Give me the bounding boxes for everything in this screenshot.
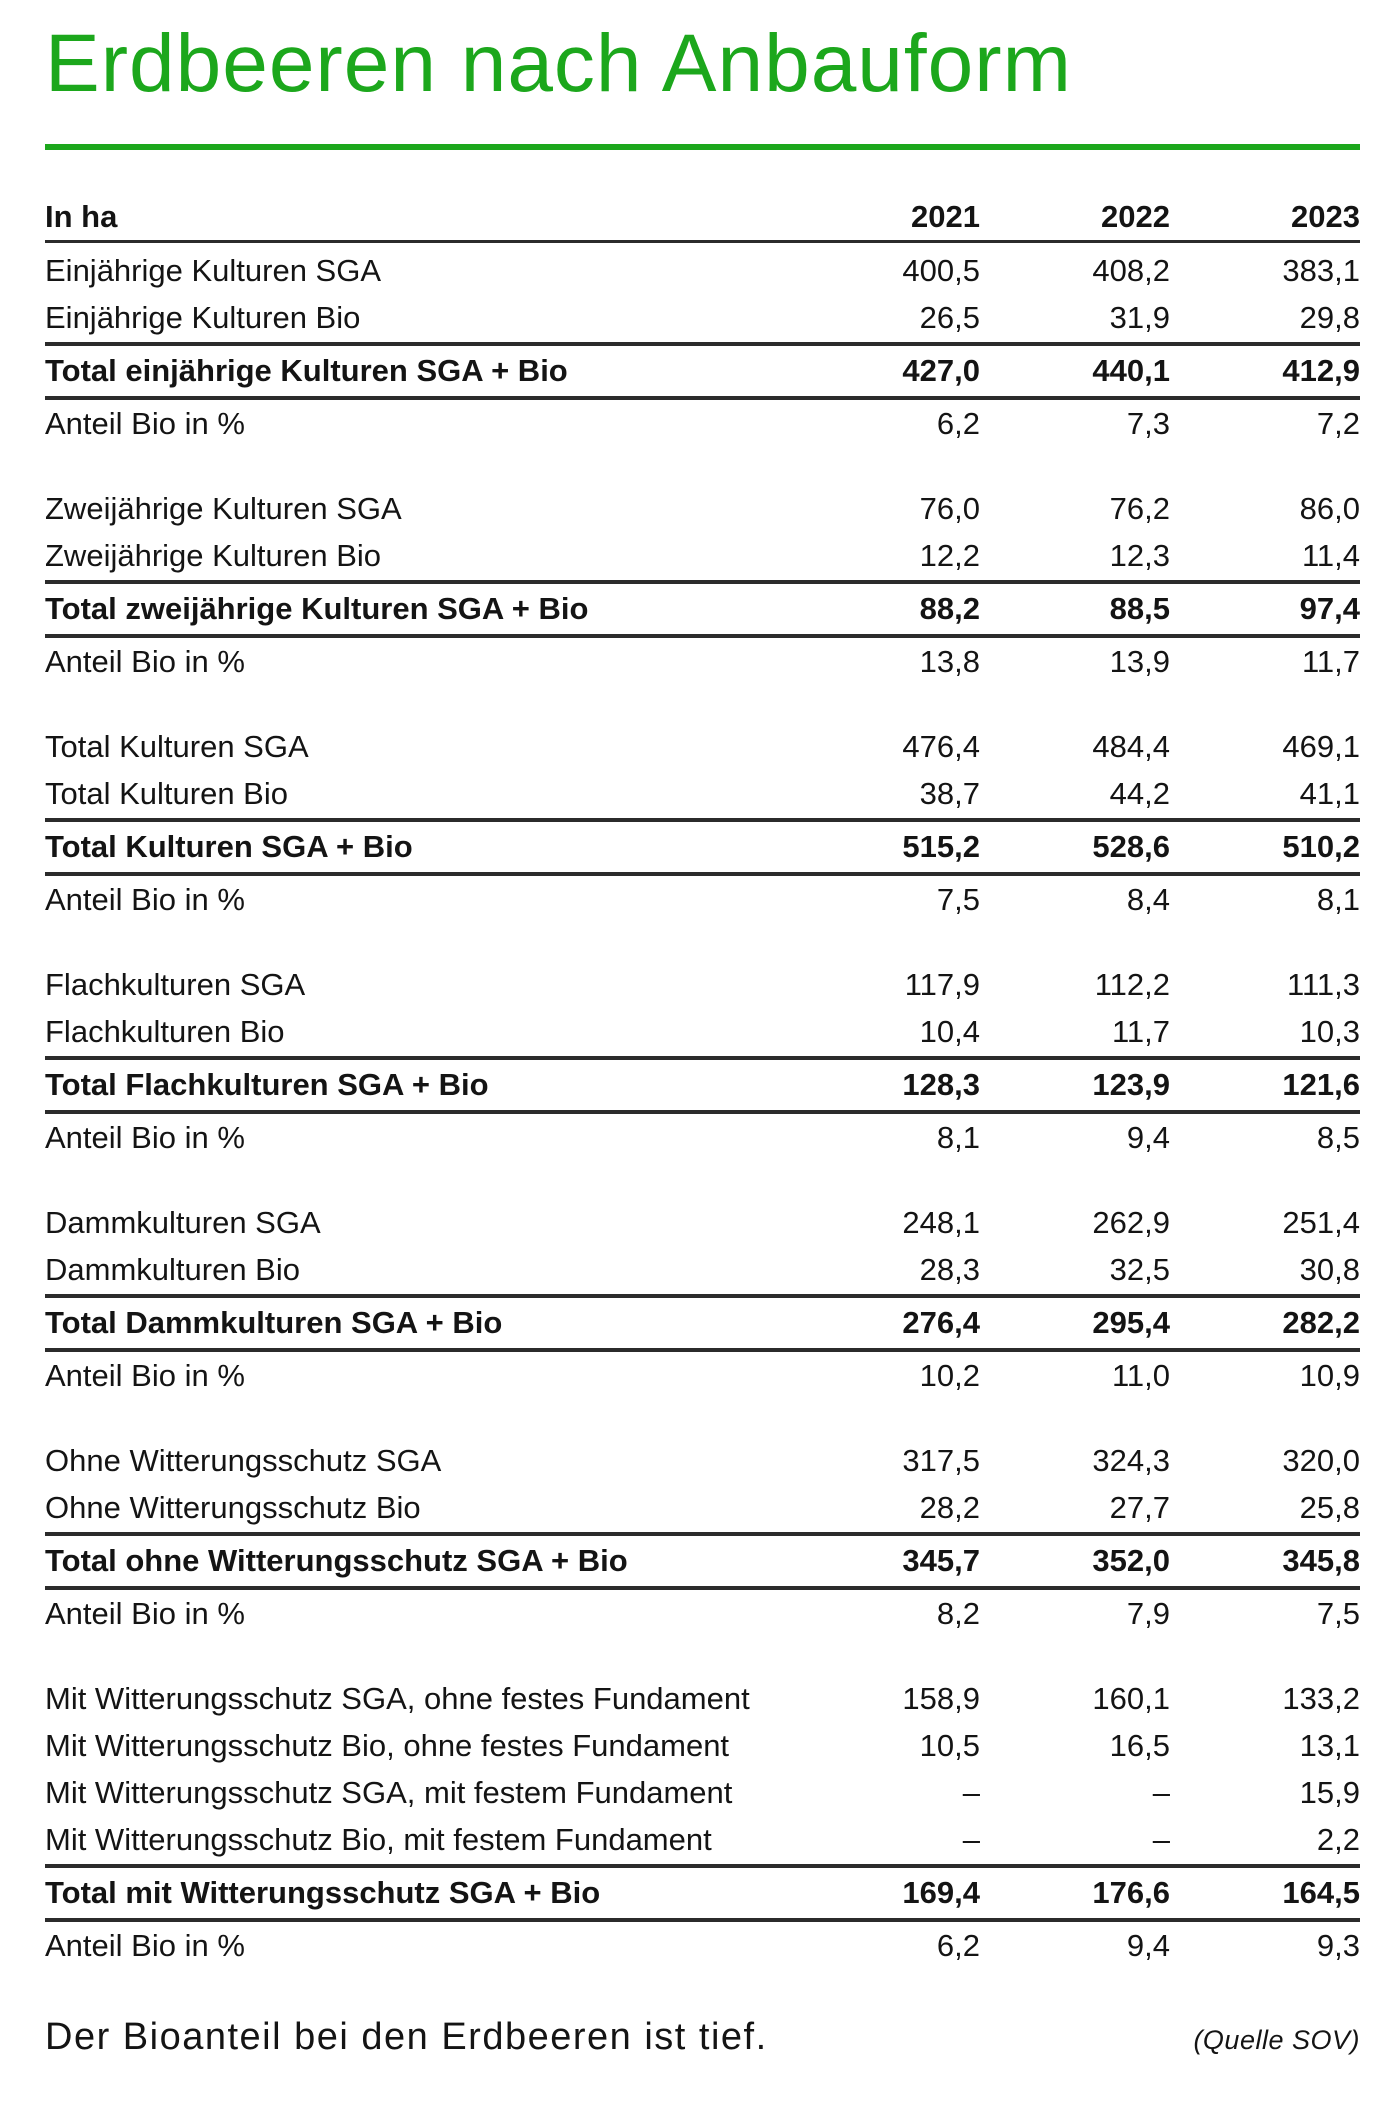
value-2021: 345,7	[902, 1542, 980, 1578]
value-2022: 295,4	[1092, 1304, 1170, 1340]
row-label: Dammkulturen Bio	[45, 1252, 300, 1288]
row-label: Total Dammkulturen SGA + Bio	[45, 1304, 503, 1340]
table-row	[45, 1868, 1360, 1918]
value-2021: 12,2	[919, 538, 980, 574]
row-label: Mit Witterungsschutz SGA, mit festem Fundament	[45, 1775, 733, 1811]
row-label: Mit Witterungsschutz Bio, ohne festes Fundament	[45, 1728, 730, 1764]
table-row	[45, 584, 1360, 634]
value-2023: 510,2	[1282, 828, 1360, 864]
value-2023: 13,1	[1299, 1728, 1360, 1764]
value-2021: 8,2	[936, 1595, 980, 1631]
value-2021: 8,1	[936, 1119, 980, 1155]
table-section	[45, 248, 1360, 448]
value-2022: 44,2	[1109, 776, 1170, 812]
value-2022: 11,7	[1111, 1014, 1170, 1050]
value-2023: 9,3	[1316, 1927, 1360, 1963]
row-label: Einjährige Kulturen SGA	[45, 253, 382, 289]
row-label: Anteil Bio in %	[45, 1357, 245, 1393]
row-label: Total Flachkulturen SGA + Bio	[45, 1066, 489, 1102]
table-row	[45, 771, 1360, 818]
row-label: Mit Witterungsschutz Bio, mit festem Fundament	[45, 1822, 712, 1858]
value-2021: 10,5	[919, 1728, 980, 1764]
value-2021: 6,2	[936, 405, 980, 441]
table-row	[45, 1438, 1360, 1485]
row-label: Anteil Bio in %	[45, 1595, 245, 1631]
table-row	[45, 1590, 1360, 1638]
row-label: Anteil Bio in %	[45, 1927, 245, 1963]
value-2022: 32,5	[1109, 1252, 1170, 1288]
value-2022: –	[1152, 1775, 1170, 1811]
source-note: (Quelle SOV)	[1193, 2024, 1360, 2055]
value-2021: 38,7	[919, 776, 980, 812]
value-2023: 412,9	[1282, 352, 1360, 388]
footnote: Der Bioanteil bei den Erdbeeren ist tief.	[45, 2015, 768, 2058]
value-2021: 427,0	[902, 352, 980, 388]
title-divider	[45, 144, 1360, 150]
table-row	[45, 1676, 1360, 1723]
value-2023: 15,9	[1299, 1775, 1360, 1811]
row-label: Zweijährige Kulturen SGA	[45, 491, 402, 527]
value-2021: 158,9	[902, 1681, 980, 1717]
unit-label: In ha	[45, 198, 118, 234]
table-section	[45, 962, 1360, 1162]
value-2022: 324,3	[1092, 1443, 1170, 1479]
table-row	[45, 248, 1360, 295]
row-label: Einjährige Kulturen Bio	[45, 300, 361, 336]
value-2023: 10,3	[1299, 1014, 1360, 1050]
table-section	[45, 724, 1360, 924]
value-2021: 515,2	[902, 828, 980, 864]
value-2022: 31,9	[1109, 300, 1170, 336]
value-2022: 9,4	[1126, 1927, 1170, 1963]
value-2021: 248,1	[902, 1205, 980, 1241]
value-2022: 262,9	[1092, 1205, 1170, 1241]
value-2022: 176,6	[1092, 1874, 1170, 1910]
value-2022: 440,1	[1092, 352, 1170, 388]
value-2021: 26,5	[919, 300, 980, 336]
value-2022: 12,3	[1109, 538, 1170, 574]
row-label: Flachkulturen Bio	[45, 1014, 285, 1050]
value-2021: 6,2	[936, 1927, 980, 1963]
value-2023: 11,7	[1301, 643, 1360, 679]
value-2023: 8,5	[1316, 1119, 1360, 1155]
table-row	[45, 1352, 1360, 1400]
row-label: Anteil Bio in %	[45, 881, 245, 917]
value-2022: 13,9	[1109, 643, 1170, 679]
value-2022: 7,9	[1126, 1595, 1170, 1631]
value-2021: 169,4	[902, 1874, 980, 1910]
year-header-2022: 2022	[1101, 198, 1170, 234]
row-label: Total ohne Witterungsschutz SGA + Bio	[45, 1542, 628, 1578]
value-2023: 251,4	[1282, 1205, 1360, 1241]
table-row	[45, 1485, 1360, 1532]
value-2022: –	[1152, 1822, 1170, 1858]
value-2023: 345,8	[1282, 1542, 1360, 1578]
table-row	[45, 962, 1360, 1009]
value-2023: 121,6	[1282, 1066, 1360, 1102]
value-2023: 383,1	[1282, 253, 1360, 289]
value-2022: 8,4	[1126, 881, 1170, 917]
value-2022: 484,4	[1092, 729, 1170, 765]
value-2022: 27,7	[1109, 1490, 1170, 1526]
header-divider	[45, 240, 1360, 243]
table-row	[45, 295, 1360, 342]
value-2023: 320,0	[1282, 1443, 1360, 1479]
value-2021: 317,5	[902, 1443, 980, 1479]
value-2021: 28,3	[919, 1252, 980, 1288]
table-row	[45, 1114, 1360, 1162]
value-2023: 30,8	[1299, 1252, 1360, 1288]
value-2022: 76,2	[1109, 491, 1170, 527]
value-2023: 25,8	[1299, 1490, 1360, 1526]
table-row	[45, 1009, 1360, 1056]
value-2021: 476,4	[902, 729, 980, 765]
value-2023: 10,9	[1299, 1357, 1360, 1393]
table-row	[45, 1922, 1360, 1970]
value-2023: 164,5	[1282, 1874, 1360, 1910]
value-2021: 13,8	[919, 643, 980, 679]
table-section	[45, 486, 1360, 686]
value-2022: 16,5	[1109, 1728, 1170, 1764]
table-row	[45, 1723, 1360, 1770]
table-body	[45, 248, 1360, 1970]
table-row	[45, 1817, 1360, 1864]
value-2023: 8,1	[1316, 881, 1360, 917]
row-label: Ohne Witterungsschutz Bio	[45, 1490, 421, 1526]
value-2022: 528,6	[1092, 828, 1170, 864]
table-row	[45, 822, 1360, 872]
value-2021: 28,2	[919, 1490, 980, 1526]
table-row	[45, 1770, 1360, 1817]
value-2022: 11,0	[1111, 1357, 1170, 1393]
table-row	[45, 533, 1360, 580]
value-2023: 7,5	[1316, 1595, 1360, 1631]
row-label: Anteil Bio in %	[45, 1119, 245, 1155]
table-row	[45, 400, 1360, 448]
table-row	[45, 876, 1360, 924]
year-header-2023: 2023	[1291, 198, 1360, 234]
row-label: Total zweijährige Kulturen SGA + Bio	[45, 590, 589, 626]
value-2021: 7,5	[936, 881, 980, 917]
row-label: Total Kulturen SGA	[45, 729, 309, 765]
page-title: Erdbeeren nach Anbauform	[45, 18, 1072, 109]
value-2023: 29,8	[1299, 300, 1360, 336]
row-label: Zweijährige Kulturen Bio	[45, 538, 382, 574]
row-label: Total mit Witterungsschutz SGA + Bio	[45, 1874, 601, 1910]
value-2023: 2,2	[1316, 1822, 1360, 1858]
value-2023: 282,2	[1282, 1304, 1360, 1340]
table-row	[45, 1536, 1360, 1586]
value-2023: 11,4	[1301, 538, 1360, 574]
value-2021: 400,5	[902, 253, 980, 289]
row-label: Total Kulturen Bio	[45, 776, 288, 812]
table-row	[45, 1298, 1360, 1348]
row-label: Anteil Bio in %	[45, 643, 245, 679]
value-2023: 469,1	[1282, 729, 1360, 765]
table-row	[45, 346, 1360, 396]
table-section	[45, 1438, 1360, 1638]
value-2022: 88,5	[1109, 590, 1170, 626]
row-label: Ohne Witterungsschutz SGA	[45, 1443, 442, 1479]
row-label: Flachkulturen SGA	[45, 967, 306, 1003]
value-2021: 128,3	[902, 1066, 980, 1102]
table-header-row	[45, 194, 1360, 240]
value-2022: 160,1	[1092, 1681, 1170, 1717]
value-2023: 7,2	[1316, 405, 1360, 441]
table-row	[45, 724, 1360, 771]
value-2023: 86,0	[1299, 491, 1360, 527]
value-2021: –	[962, 1822, 980, 1858]
year-header-2021: 2021	[911, 198, 980, 234]
value-2021: 10,4	[919, 1014, 980, 1050]
row-label: Dammkulturen SGA	[45, 1205, 321, 1241]
value-2021: 10,2	[919, 1357, 980, 1393]
value-2022: 352,0	[1092, 1542, 1170, 1578]
table-row	[45, 1200, 1360, 1247]
table-section	[45, 1676, 1360, 1970]
table-row	[45, 486, 1360, 533]
table-row	[45, 638, 1360, 686]
row-label: Anteil Bio in %	[45, 405, 245, 441]
value-2022: 9,4	[1126, 1119, 1170, 1155]
value-2021: –	[962, 1775, 980, 1811]
value-2021: 276,4	[902, 1304, 980, 1340]
value-2023: 133,2	[1282, 1681, 1360, 1717]
footer	[45, 2016, 1360, 2059]
value-2021: 88,2	[919, 590, 980, 626]
value-2022: 112,2	[1094, 967, 1170, 1003]
value-2023: 97,4	[1299, 590, 1360, 626]
table-row	[45, 1247, 1360, 1294]
value-2023: 41,1	[1299, 776, 1360, 812]
data-table	[45, 194, 1360, 1970]
value-2022: 7,3	[1126, 405, 1170, 441]
value-2022: 123,9	[1092, 1066, 1170, 1102]
row-label: Total Kulturen SGA + Bio	[45, 828, 413, 864]
value-2023: 111,3	[1287, 967, 1360, 1003]
row-label: Total einjährige Kulturen SGA + Bio	[45, 352, 568, 388]
table-section	[45, 1200, 1360, 1400]
row-label: Mit Witterungsschutz SGA, ohne festes Fundament	[45, 1681, 750, 1717]
table-row	[45, 1060, 1360, 1110]
value-2021: 76,0	[919, 491, 980, 527]
value-2022: 408,2	[1092, 253, 1170, 289]
value-2021: 117,9	[904, 967, 980, 1003]
